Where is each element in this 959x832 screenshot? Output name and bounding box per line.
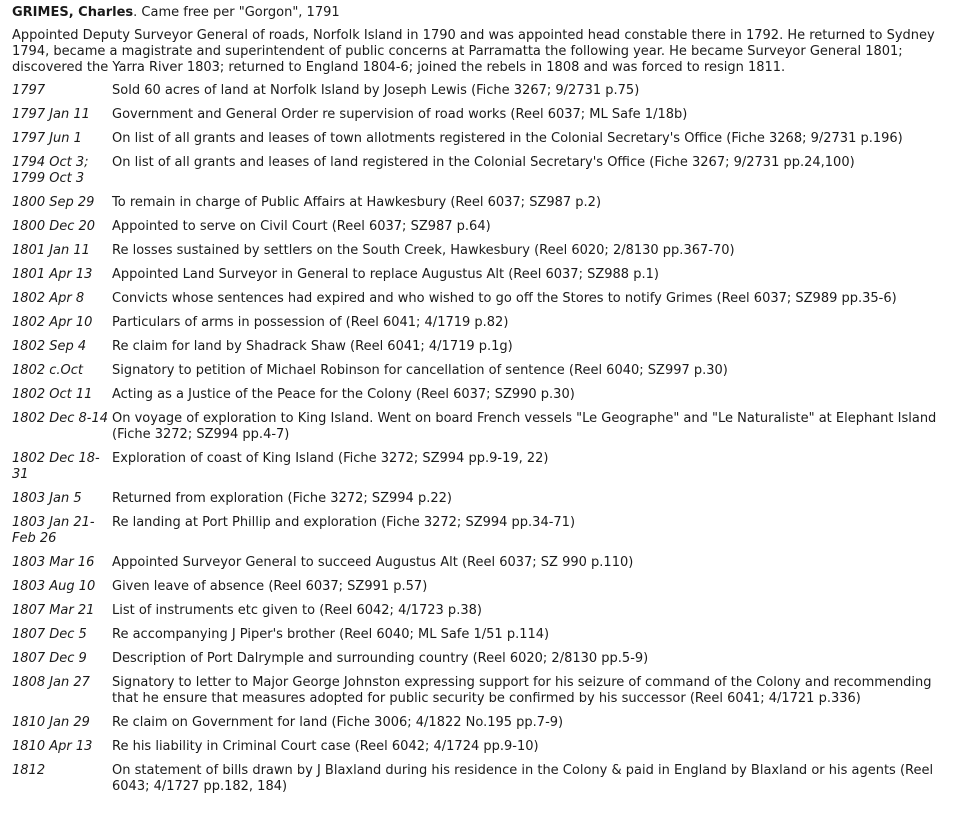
record-description: Given leave of absence (Reel 6037; SZ991 p.57) — [112, 579, 428, 594]
record-description: Sold 60 acres of land at Norfolk Island by Joseph Lewis (Fiche 3267; 9/2731 p.75) — [112, 83, 640, 98]
record-description: Returned from exploration (Fiche 3272; SZ994 p.22) — [112, 491, 452, 506]
record-date: 1797 Jan 11 — [12, 107, 90, 122]
record-row — [12, 103, 947, 127]
record-date: 1800 Sep 29 — [12, 195, 95, 210]
record-row — [12, 511, 947, 551]
record-date: 1808 Jan 27 — [12, 675, 90, 690]
record-date: 1802 Dec 8-14 — [12, 411, 109, 426]
record-row — [12, 215, 947, 239]
record-row — [12, 359, 947, 383]
record-date: 1802 c.Oct — [12, 363, 83, 378]
record-description: Exploration of coast of King Island (Fiche 3272; SZ994 pp.9-19, 22) — [112, 451, 549, 466]
record-date: 1797 — [12, 83, 46, 98]
record-row — [12, 759, 947, 799]
record-description: Re losses sustained by settlers on the South Creek, Hawkesbury (Reel 6020; 2/8130 pp.367-70) — [112, 243, 735, 258]
record-row — [12, 711, 947, 735]
record-row — [12, 335, 947, 359]
record-description: Appointed Land Surveyor in General to replace Augustus Alt (Reel 6037; SZ988 p.1) — [112, 267, 659, 282]
record-description: Re claim on Government for land (Fiche 3006; 4/1822 No.195 pp.7-9) — [112, 715, 564, 730]
record-date: 1807 Dec 5 — [12, 627, 87, 642]
record-date: 1810 Apr 13 — [12, 739, 93, 754]
record-description: Re claim for land by Shadrack Shaw (Reel 6041; 4/1719 p.1g) — [112, 339, 513, 354]
record-row — [12, 671, 947, 711]
record-row — [12, 647, 947, 671]
record-row — [12, 311, 947, 335]
record-description: Appointed Surveyor General to succeed Augustus Alt (Reel 6037; SZ 990 p.110) — [112, 555, 634, 570]
record-row — [12, 239, 947, 263]
record-row — [12, 599, 947, 623]
record-description: Convicts whose sentences had expired and who wished to go off the Stores to notify Grimes (Reel 6037; SZ989 pp.35-6) — [112, 291, 897, 306]
record-row — [12, 151, 947, 191]
record-description: Re accompanying J Piper's brother (Reel 6040; ML Safe 1/51 p.114) — [112, 627, 550, 642]
record-date: 1797 Jun 1 — [12, 131, 82, 146]
record-row — [12, 383, 947, 407]
record-row — [12, 575, 947, 599]
record-row — [12, 487, 947, 511]
record-date: 1803 Jan 5 — [12, 491, 82, 506]
record-description: On voyage of exploration to King Island. Went on board French vessels "Le Geographe" and "Le Naturaliste" at Elephant Island (Fiche 3272; SZ994 pp.4-7) — [112, 411, 937, 442]
record-description: Signatory to letter to Major George Johnston expressing support for his seizure of command of the Colony and recommending that he ensure that measures adopted for public security be confirmed by his successor (Reel 6041; 4/1721 p.336) — [112, 675, 932, 706]
record-date: 1807 Mar 21 — [12, 603, 95, 618]
record-description: To remain in charge of Public Affairs at Hawkesbury (Reel 6037; SZ987 p.2) — [112, 195, 602, 210]
record-row — [12, 735, 947, 759]
record-description: Particulars of arms in possession of (Reel 6041; 4/1719 p.82) — [112, 315, 509, 330]
record-description: Re landing at Port Phillip and exploration (Fiche 3272; SZ994 pp.34-71) — [112, 515, 576, 530]
record-date: 1803 Mar 16 — [12, 555, 95, 570]
record-date: 1802 Dec 18-31 — [12, 451, 100, 482]
record-date: 1802 Sep 4 — [12, 339, 87, 354]
record-date: 1794 Oct 3; 1799 Oct 3 — [12, 155, 89, 186]
record-row — [12, 447, 947, 487]
record-row — [12, 127, 947, 151]
record-row — [12, 191, 947, 215]
record-date: 1800 Dec 20 — [12, 219, 96, 234]
record-description: List of instruments etc given to (Reel 6042; 4/1723 p.38) — [112, 603, 482, 618]
record-row — [12, 551, 947, 575]
record-description: On list of all grants and leases of town allotments registered in the Colonial Secretary's Office (Fiche 3268; 9/2731 p.196) — [112, 131, 903, 146]
record-date: 1807 Dec 9 — [12, 651, 87, 666]
record-date: 1802 Oct 11 — [12, 387, 93, 402]
person-name: GRIMES, Charles — [12, 5, 134, 20]
record-date: 1810 Jan 29 — [12, 715, 90, 730]
arrival-note: . Came free per "Gorgon", 1791 — [133, 5, 340, 20]
record-date: 1801 Apr 13 — [12, 267, 93, 282]
record-date: 1802 Apr 10 — [12, 315, 93, 330]
record-description: On statement of bills drawn by J Blaxland during his residence in the Colony & paid in England by Blaxland or his agents (Reel 6043; 4/1727 pp.182, 184) — [112, 763, 934, 794]
record-description: Appointed to serve on Civil Court (Reel 6037; SZ987 p.64) — [112, 219, 491, 234]
record-row — [12, 263, 947, 287]
record-date: 1802 Apr 8 — [12, 291, 85, 306]
biography-summary: Appointed Deputy Surveyor General of roads, Norfolk Island in 1790 and was appointed head constable there in 1792. He returned to Sydney 1794, became a magistrate and superintendent of public concerns at Parramatta the following year. He became Surveyor General 1801; discovered the Yarra River 1803; returned to England 1804-6; joined the rebels in 1808 and was forced to resign 1811. — [12, 28, 935, 75]
record-description: Re his liability in Criminal Court case (Reel 6042; 4/1724 pp.9-10) — [112, 739, 539, 754]
record-description: Government and General Order re supervision of road works (Reel 6037; ML Safe 1/18b) — [112, 107, 688, 122]
record-description: Acting as a Justice of the Peace for the Colony (Reel 6037; SZ990 p.30) — [112, 387, 575, 402]
record-row — [12, 623, 947, 647]
record-date: 1803 Jan 21-Feb 26 — [12, 515, 95, 546]
record-table-body — [12, 79, 947, 799]
record-description: On list of all grants and leases of land registered in the Colonial Secretary's Office (Fiche 3267; 9/2731 pp.24,100) — [112, 155, 855, 170]
record-row — [12, 287, 947, 311]
record-description: Signatory to petition of Michael Robinson for cancellation of sentence (Reel 6040; SZ997 p.30) — [112, 363, 728, 378]
record-date: 1803 Aug 10 — [12, 579, 96, 594]
record-date: 1812 — [12, 763, 46, 778]
record-date: 1801 Jan 11 — [12, 243, 90, 258]
record-description: Description of Port Dalrymple and surrounding country (Reel 6020; 2/8130 pp.5-9) — [112, 651, 649, 666]
entry-heading — [12, 5, 947, 21]
record-table — [12, 79, 947, 799]
record-row — [12, 407, 947, 447]
record-row — [12, 79, 947, 103]
